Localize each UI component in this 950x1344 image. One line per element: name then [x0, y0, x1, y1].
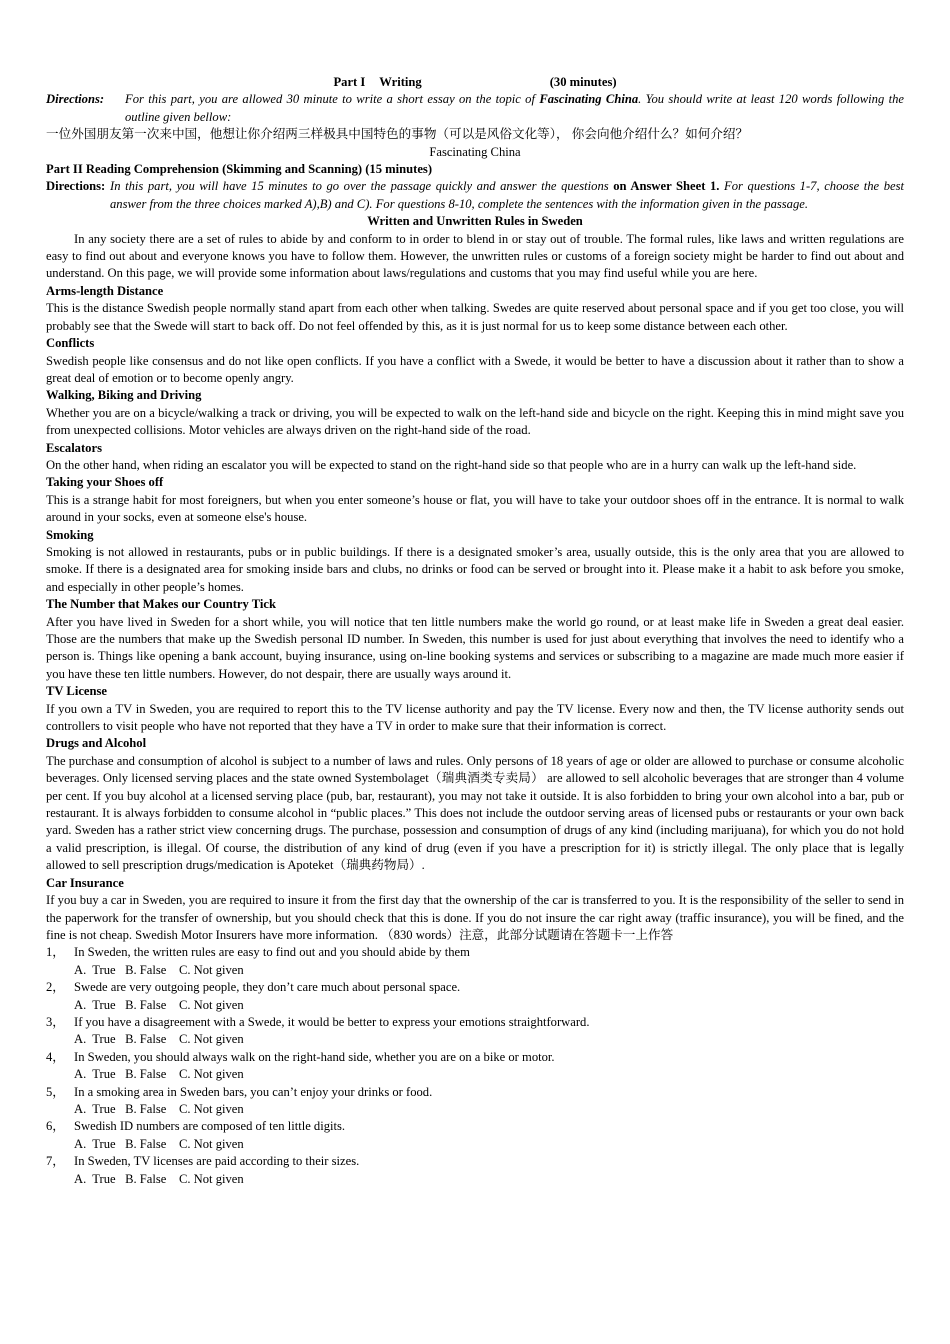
section-heading: Drugs and Alcohol: [46, 736, 147, 751]
question-number: 7，: [46, 1154, 65, 1169]
part1-directions: [46, 91, 904, 126]
part2-heading: Part II Reading Comprehension (Skimming and Scanning) (15 minutes): [46, 162, 433, 177]
question-choices: A. True B. False C. Not given: [74, 1171, 244, 1186]
section-heading: Escalators: [46, 440, 102, 455]
question-choices: A. True B. False C. Not given: [74, 1032, 244, 1047]
section-body: This is the distance Swedish people normally stand apart from each other when talking. Swedes are quite reserved about personal space and if you get too close, you will probably see that the Swede will start to back off. Do not feel offended by this, as it is just normal for us to keep some distance between each other.: [46, 301, 904, 333]
question-item: [46, 1049, 904, 1066]
question-number: 6，: [46, 1119, 65, 1134]
part1-directions-label: Directions:: [46, 92, 105, 107]
exam-page: [46, 74, 904, 1188]
question-text: In a smoking area in Sweden bars, you can’t enjoy your drinks or food.: [74, 1084, 433, 1099]
question-text: In Sweden, the written rules are easy to find out and you should abide by them: [74, 945, 470, 960]
part1-directions-text-end: . You should write at least 120 words following the outline given bellow:: [125, 92, 904, 124]
question-text: Swede are very outgoing people, they don’t care much about personal space.: [74, 980, 461, 995]
part2-directions-label: Directions:: [46, 179, 106, 194]
section-body: On the other hand, when riding an escalator you will be expected to stand on the right-hand side so that people who are in a hurry can walk up the left-hand side.: [46, 457, 857, 472]
part2-directions: [46, 178, 904, 213]
question-text: In Sweden, TV licenses are paid according to their sizes.: [74, 1154, 360, 1169]
part1-label: Part I: [333, 75, 366, 89]
part2-directions-text: In this part, you will have 15 minutes to go over the passage quickly and answer the questions: [110, 179, 614, 194]
section-heading: The Number that Makes our Country Tick: [46, 597, 276, 612]
question-choices: A. True B. False C. Not given: [74, 962, 244, 977]
part1-directions-text: For this part, you are allowed 30 minute to write a short essay on the topic of: [125, 92, 540, 107]
question-text: If you have a disagreement with a Swede, it would be better to express your emotions straightforward.: [74, 1014, 590, 1029]
section-heading: Smoking: [46, 527, 94, 542]
section-body: This is a strange habit for most foreigners, but when you enter someone’s house or flat, you will have to take your outdoor shoes off in the entrance. It is normal to walk around in your socks, even at someone else's house.: [46, 492, 904, 525]
section-body: Whether you are on a bicycle/walking a track or driving, you will be expected to walk on the left-hand side and bicycle on the right. Keeping this in mind might save you from unexpected collisions. Motor vehicles are always driven on the right-hand side of the road.: [46, 405, 904, 438]
part1-heading: [46, 74, 904, 91]
part1-title: Writing: [379, 75, 422, 89]
question-item: [46, 1084, 904, 1101]
section-heading: Walking, Biking and Driving: [46, 388, 202, 403]
question-item: [46, 979, 904, 996]
question-choices: A. True B. False C. Not given: [74, 997, 244, 1012]
passage-intro: In any society there are a set of rules to abide by and conform to in order to blend in or stay out of trouble. The formal rules, like laws and written regulations are easy to find out about and everyone knows you have to follow them. However, the unwritten rules or customs of a foreign society might be harder to find out about and understand. On this page, we will provide some information about laws/regulations and customs that you may find useful while you are here.: [46, 231, 904, 281]
section-body: If you own a TV in Sweden, you are required to report this to the TV license authority and pay the TV license. Every now and then, the TV license authority sends out controllers to visit people who have not reported that they have a TV in order to make sure that their information is correct.: [46, 701, 904, 734]
question-list: [46, 944, 904, 1188]
section-body: The purchase and consumption of alcohol is subject to a number of laws and rules. Only persons of 18 years of age or older are allowed to purchase or consume alcoholic beverages. Only licensed serving places and the state owned Systembolaget（瑞典酒类专卖局） are allowed to sell alcoholic beverages that are stronger than 4 volume per cent. If you buy alcohol at a licensed serving place (pub, bar, restaurant), you may not take it outside. It is also forbidden to bring your own alcohol into a bar, pub or restaurant. It is always forbidden to consume alcohol in “public places.” This does not include the outdoor serving areas of licensed pubs or restaurants or your own back yard. Sweden has a rather strict view concerning drugs. The purchase, possession and consumption of drugs of any kind (including marijuana), for which you do not hold a valid prescription, is illegal. Of course, the distribution of any kind of drug (even if you have a prescription for it) is strictly illegal. The only place that is legally allowed to sell prescription drugs/medication is Apoteket（瑞典药物局）.: [46, 753, 904, 873]
question-choices: A. True B. False C. Not given: [74, 1101, 244, 1116]
question-number: 4，: [46, 1049, 65, 1064]
part1-time: (30 minutes): [549, 75, 617, 89]
section-body: Smoking is not allowed in restaurants, pubs or in public buildings. If there is a designated smoker’s area, usually outside, this is the only area that you are allowed to smoke. If there is a designated area for smoking inside bars and clubs, no drinks or food can be served or brought into it. Please make it a habit to ask before you smoke, and especially in other people’s homes.: [46, 544, 904, 594]
question-text: Swedish ID numbers are composed of ten little digits.: [74, 1119, 346, 1134]
question-choices: A. True B. False C. Not given: [74, 1136, 244, 1151]
section-body: Swedish people like consensus and do not like open conflicts. If you have a conflict with a Swede, it would be better to have a discussion about it rather than to show a great deal of emotion or to become openly angry.: [46, 353, 904, 385]
question-number: 2，: [46, 980, 65, 995]
section-body: If you buy a car in Sweden, you are required to insure it from the first day that the ownership of the car is transferred to you. It is the responsibility of the seller to send in the paperwork for the transfer of ownership, but you should check that this is done. If you do not insure the car right away (traffic insurance), you will be fined, and the fine is not cheap. Swedish Motor Insurers have more information. （830 words）注意，此部分试题请在答题卡一上作答: [46, 893, 904, 942]
passage-sections: [46, 283, 904, 944]
question-item: [46, 1153, 904, 1170]
section-heading: Conflicts: [46, 336, 95, 351]
question-number: 5，: [46, 1084, 65, 1099]
section-heading: TV License: [46, 684, 107, 699]
part2-directions-text-end: For questions 1-7, choose the best answer from the three choices marked A),B) and C). For questions 8-10, complete the sentences with the information given in the passage.: [110, 179, 904, 211]
section-heading: Arms-length Distance: [46, 283, 164, 298]
question-item: [46, 1118, 904, 1135]
question-item: [46, 944, 904, 961]
passage-title: Written and Unwritten Rules in Sweden: [367, 214, 583, 229]
question-item: [46, 1014, 904, 1031]
section-heading: Car Insurance: [46, 875, 124, 890]
section-body: After you have lived in Sweden for a short while, you will notice that ten little numbers make the world go round, or at least make life in Sweden a great deal easier. Those are the numbers that make up the Swedish personal ID number. In Sweden, this number is used for just about everything that involves the need to identify who a person is. Things like opening a bank account, buying insurance, using on-line booking systems and services or subscribing to a magazine are made much more easier if you have these ten little numbers. However, do not despair, there are usually ways around it.: [46, 614, 904, 681]
section-heading: Taking your Shoes off: [46, 475, 164, 490]
essay-title: Fascinating China: [429, 144, 521, 159]
question-text: In Sweden, you should always walk on the right-hand side, whether you are on a bike or motor.: [74, 1049, 555, 1064]
question-number: 1，: [46, 945, 65, 960]
essay-topic: Fascinating China: [539, 92, 639, 107]
answer-sheet-note: on Answer Sheet 1.: [613, 179, 720, 194]
question-choices: A. True B. False C. Not given: [74, 1067, 244, 1082]
question-number: 3，: [46, 1014, 65, 1029]
essay-outline: 一位外国朋友第一次来中国，他想让你介绍两三样极具中国特色的事物（可以是风俗文化等）， 你会向他介绍什么？如何介绍？: [46, 127, 749, 142]
